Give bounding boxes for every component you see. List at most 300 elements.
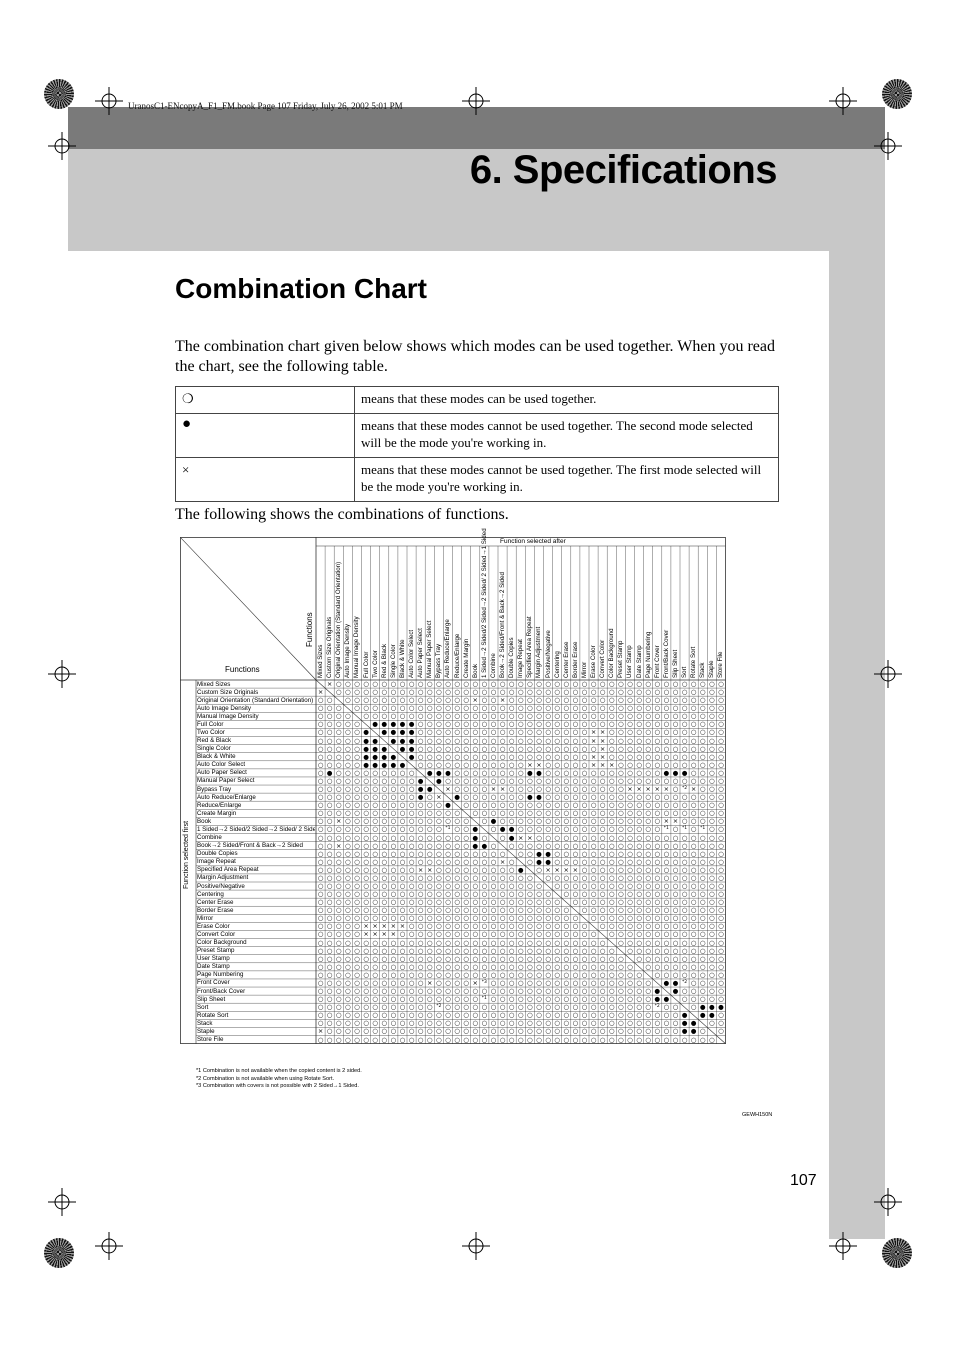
chart-cell: ○ xyxy=(463,680,469,688)
chart-cell: ○ xyxy=(554,1027,560,1036)
chart-cell: ○ xyxy=(536,817,542,826)
chart-cell: ○ xyxy=(563,849,570,858)
chart-cell: ○ xyxy=(709,752,715,761)
chart-cell: ○ xyxy=(390,906,397,915)
chart-cell: ○ xyxy=(599,882,606,890)
chart-cell: ○ xyxy=(527,841,533,850)
chart-cell: ○ xyxy=(354,922,360,931)
chart-cell: ○ xyxy=(627,704,633,713)
chart-cell: ○ xyxy=(608,922,615,931)
chart-cell: ○ xyxy=(345,785,351,794)
chart-cell: ○ xyxy=(326,696,333,705)
chart-cell: ○ xyxy=(663,801,670,810)
chart-cell: ○ xyxy=(663,914,670,923)
chart-cell: ○ xyxy=(663,1027,670,1036)
chart-cell: ○ xyxy=(454,696,460,705)
chart-cell: ○ xyxy=(499,914,506,923)
chart-cell: ○ xyxy=(508,704,515,713)
chart-cell: ○ xyxy=(326,720,333,729)
chart-cell: ● xyxy=(481,841,488,850)
chart-cell: ○ xyxy=(599,833,606,842)
chart-cell: × xyxy=(372,922,378,931)
column-label: Full Color xyxy=(362,651,370,678)
chart-cell: ○ xyxy=(399,1003,406,1012)
chart-cell: ○ xyxy=(326,736,333,745)
chart-cell: ○ xyxy=(554,962,560,971)
chart-cell: ○ xyxy=(463,696,469,705)
chart-cell: ○ xyxy=(536,776,542,785)
chart-cell: ○ xyxy=(317,1003,324,1012)
chart-cell: ○ xyxy=(645,736,651,745)
chart-cell: ○ xyxy=(572,785,579,794)
chart-cell: ○ xyxy=(345,890,351,899)
chart-cell: ○ xyxy=(636,841,642,850)
chart-cell: × xyxy=(590,752,597,761)
chart-cell: ○ xyxy=(554,841,560,850)
chart-cell: ○ xyxy=(317,978,324,987)
chart-cell: ○ xyxy=(326,954,333,963)
chart-cell: ○ xyxy=(317,873,324,882)
chart-cell: ○ xyxy=(590,809,597,818)
chart-cell: ○ xyxy=(317,704,324,713)
column-label: Date Stamp xyxy=(635,645,643,678)
chart-cell: ○ xyxy=(572,728,579,737)
chart-cell: ○ xyxy=(563,785,570,794)
chart-cell: ○ xyxy=(545,995,551,1004)
chart-cell: ○ xyxy=(599,890,606,899)
row-label: Custom Size Originals xyxy=(197,688,259,696)
chart-cell: ○ xyxy=(390,954,397,963)
chart-cell: ○ xyxy=(663,841,670,850)
chart-cell: ○ xyxy=(490,906,497,915)
chart-cell: ● xyxy=(399,760,406,769)
chart-cell: ○ xyxy=(572,1035,579,1044)
chart-cell: ○ xyxy=(508,922,515,931)
chart-cell: ○ xyxy=(472,946,479,955)
chart-cell: ○ xyxy=(472,809,479,818)
chart-cell: ○ xyxy=(554,833,560,842)
chart-cell: ○ xyxy=(417,914,424,923)
chart-cell: ● xyxy=(536,857,542,866)
chart-cell: ○ xyxy=(563,696,570,705)
chart-cell: ○ xyxy=(436,752,442,761)
row-label: Original Orientation (Standard Orientation) xyxy=(197,696,314,704)
chart-cell: ○ xyxy=(454,914,460,923)
chart-cell: ○ xyxy=(390,712,397,721)
chart-cell: ○ xyxy=(454,906,460,915)
chart-cell: ○ xyxy=(408,793,415,802)
chart-cell: ● xyxy=(508,833,515,842)
chart-cell: ○ xyxy=(545,898,551,907)
chart-cell: ○ xyxy=(454,776,460,785)
chart-cell: ○ xyxy=(481,680,488,688)
chart-cell: ○ xyxy=(417,833,424,842)
chart-cell: ○ xyxy=(608,841,615,850)
chart-cell: ○ xyxy=(372,825,378,834)
chart-cell: ○ xyxy=(326,841,333,850)
chart-cell: ○ xyxy=(608,785,615,794)
chart-cell: ○ xyxy=(381,882,388,890)
chart-cell: ○ xyxy=(426,970,433,979)
chart-cell: ○ xyxy=(508,938,515,947)
chart-cell: ○ xyxy=(426,841,433,850)
chart-cell: ○ xyxy=(426,930,433,939)
row-label: Convert Color xyxy=(197,930,236,938)
chart-cell: ○ xyxy=(709,849,715,858)
chart-cell: ○ xyxy=(690,987,697,996)
chart-cell: ● xyxy=(681,768,688,777)
chart-cell: ○ xyxy=(426,744,433,753)
chart-cell: ○ xyxy=(663,688,670,697)
chart-cell: ○ xyxy=(654,865,661,874)
chart-cell: ○ xyxy=(709,857,715,866)
chart-cell: ○ xyxy=(545,801,551,810)
chart-cell: ○ xyxy=(454,712,460,721)
chart-cell: ○ xyxy=(445,688,451,697)
chart-cell: ○ xyxy=(618,898,624,907)
chart-cell: ○ xyxy=(654,882,661,890)
chart-cell: ● xyxy=(545,857,551,866)
chart-cell: ○ xyxy=(718,938,724,947)
chart-cell: ○ xyxy=(627,938,633,947)
chart-cell: ○ xyxy=(536,938,542,947)
chart-cell: ○ xyxy=(399,906,406,915)
chart-cell: ○ xyxy=(508,898,515,907)
chart-cell: ○ xyxy=(599,906,606,915)
chart-cell: ● xyxy=(663,978,670,987)
chart-cell: ○ xyxy=(709,712,715,721)
chart-cell: ● xyxy=(426,768,433,777)
chart-cell: ○ xyxy=(672,1027,679,1036)
chart-cell: ○ xyxy=(417,898,424,907)
chart-cell: ○ xyxy=(517,785,524,794)
chart-cell: ○ xyxy=(399,809,406,818)
chart-cell: ○ xyxy=(627,865,633,874)
row-label: Color Background xyxy=(197,939,247,947)
chart-cell: ○ xyxy=(654,801,661,810)
chart-cell: ○ xyxy=(627,1035,633,1044)
chart-cell: ○ xyxy=(672,938,679,947)
chart-cell: ○ xyxy=(399,696,406,705)
chart-cell: ● xyxy=(490,817,497,826)
chart-cell: ○ xyxy=(681,793,688,802)
chart-cell: ○ xyxy=(645,744,651,753)
chart-cell: ○ xyxy=(426,849,433,858)
chart-cell: ○ xyxy=(472,865,479,874)
chart-cell: ○ xyxy=(572,898,579,907)
chart-cell: ○ xyxy=(381,946,388,955)
chart-cell: ○ xyxy=(390,785,397,794)
chart-cell: ○ xyxy=(317,987,324,996)
chart-cell: ○ xyxy=(690,962,697,971)
chart-cell: ○ xyxy=(363,704,369,713)
chart-cell: ○ xyxy=(690,712,697,721)
chart-cell: ○ xyxy=(608,696,615,705)
chart-cell: ○ xyxy=(335,938,342,947)
row-label: Store File xyxy=(197,1036,224,1044)
chart-cell: ○ xyxy=(536,1003,542,1012)
chart-cell: ○ xyxy=(636,890,642,899)
chart-cell: ○ xyxy=(645,752,651,761)
chart-cell: ○ xyxy=(581,1003,588,1012)
column-label: Slip Sheet xyxy=(671,649,679,678)
chart-cell: ○ xyxy=(436,736,442,745)
chart-cell: ○ xyxy=(536,825,542,834)
chart-cell: ● xyxy=(709,1011,715,1020)
chart-cell: ○ xyxy=(372,1011,378,1020)
chart-cell: ○ xyxy=(317,760,324,769)
chart-cell: ○ xyxy=(627,882,633,890)
chart-cell: ● xyxy=(663,995,670,1004)
chart-cell: ○ xyxy=(672,680,679,688)
chart-cell: × xyxy=(427,978,433,987)
chart-cell: ○ xyxy=(508,728,515,737)
chart-cell: × xyxy=(627,785,633,794)
chart-cell: ○ xyxy=(436,938,442,947)
chart-cell: ○ xyxy=(399,841,406,850)
chart-cell: ○ xyxy=(572,922,579,931)
chart-cell: ○ xyxy=(690,946,697,955)
chart-cell: ○ xyxy=(454,768,460,777)
chart-cell: ○ xyxy=(481,857,488,866)
chart-cell: ○ xyxy=(326,1011,333,1020)
chart-cell: ● xyxy=(663,768,670,777)
combination-chart xyxy=(180,528,774,1061)
chart-cell: ○ xyxy=(399,704,406,713)
chart-cell: ○ xyxy=(354,825,360,834)
chart-cell: ○ xyxy=(618,801,624,810)
chart-cell: ○ xyxy=(517,1019,524,1028)
chart-cell: ○ xyxy=(481,938,488,947)
chart-cell: ○ xyxy=(627,987,633,996)
chart-cell: ○ xyxy=(372,849,378,858)
chart-cell: ○ xyxy=(554,970,560,979)
chart-cell: ○ xyxy=(618,849,624,858)
chart-cell: ○ xyxy=(699,882,706,890)
chart-cell: ○ xyxy=(390,680,397,688)
chart-cell: ○ xyxy=(363,1035,369,1044)
chart-cell: ○ xyxy=(499,978,506,987)
chart-cell: ○ xyxy=(481,696,488,705)
chart-cell: ○ xyxy=(545,809,551,818)
chart-cell: ○ xyxy=(481,898,488,907)
chart-cell: ○ xyxy=(381,857,388,866)
chart-cell: ○ xyxy=(381,938,388,947)
chart-cell: ○ xyxy=(454,728,460,737)
chart-cell: ○ xyxy=(636,744,642,753)
chart-cell: ○ xyxy=(563,962,570,971)
chart-cell: ○ xyxy=(354,736,360,745)
row-label: Slip Sheet xyxy=(197,995,226,1003)
chart-cell: ○ xyxy=(363,1019,369,1028)
chart-cell: ○ xyxy=(563,817,570,826)
column-label: Specified Area Repeat xyxy=(526,616,534,678)
chart-cell: ○ xyxy=(718,1019,724,1028)
chart-cell: ○ xyxy=(690,688,697,697)
chart-cell: ○ xyxy=(654,736,661,745)
chart-cell: ○ xyxy=(372,962,378,971)
chart-cell: ○ xyxy=(599,688,606,697)
chart-cell: ○ xyxy=(472,995,479,1004)
chart-cell: ○ xyxy=(345,841,351,850)
chart-cell: ○ xyxy=(472,785,479,794)
chart-cell: ○ xyxy=(581,728,588,737)
chart-cell: ○ xyxy=(654,809,661,818)
chart-cell: ○ xyxy=(399,1027,406,1036)
chart-cell: ○ xyxy=(590,785,597,794)
chart-cell: ○ xyxy=(599,1019,606,1028)
chart-cell: ○ xyxy=(672,809,679,818)
chart-cell: ○ xyxy=(563,801,570,810)
chart-cell: ○ xyxy=(445,809,451,818)
chart-cell: ○ xyxy=(408,890,415,899)
chart-cell: ○ xyxy=(463,1027,469,1036)
chart-cell: ○ xyxy=(627,995,633,1004)
column-label: Front Cover xyxy=(653,645,661,678)
chart-cell: ○ xyxy=(508,1011,515,1020)
chart-cell: ○ xyxy=(463,720,469,729)
chart-cell: ○ xyxy=(718,704,724,713)
row-label: 1 Sided→2 Sided/2 Sided→2 Sided/ 2 Side xyxy=(197,825,315,833)
chart-cell: ○ xyxy=(445,946,451,955)
chart-cell: ○ xyxy=(381,833,388,842)
chart-cell: ○ xyxy=(499,1003,506,1012)
chart-cell: ○ xyxy=(627,873,633,882)
chart-cell: ● xyxy=(508,825,515,834)
chart-cell: ○ xyxy=(436,922,442,931)
chart-cell: ○ xyxy=(599,857,606,866)
chart-cell: ○ xyxy=(317,938,324,947)
column-label: Create Margin xyxy=(462,638,470,678)
row-label: Black & White xyxy=(197,753,236,761)
chart-cell: ○ xyxy=(436,760,442,769)
chart-cell: ○ xyxy=(527,809,533,818)
chart-cell: ○ xyxy=(335,680,342,688)
chart-cell: ○ xyxy=(335,849,342,858)
chart-cell: ○ xyxy=(454,1011,460,1020)
chart-cell: ○ xyxy=(499,680,506,688)
chart-cell: ○ xyxy=(699,922,706,931)
chart-cell: ○ xyxy=(445,930,451,939)
chart-cell: ○ xyxy=(663,833,670,842)
chart-cell: ○ xyxy=(709,914,715,923)
chart-cell: ○ xyxy=(718,736,724,745)
chart-cell: ○ xyxy=(608,914,615,923)
chart-cell: ○ xyxy=(699,946,706,955)
chart-cell: ○ xyxy=(563,978,570,987)
chart-cell: ○ xyxy=(499,1011,506,1020)
chart-cell: ○ xyxy=(608,970,615,979)
chart-cell: ○ xyxy=(426,801,433,810)
chart-cell: ○ xyxy=(426,962,433,971)
chart-cell: ○ xyxy=(381,865,388,874)
chart-cell: ○ xyxy=(335,776,342,785)
chart-cell: ○ xyxy=(563,680,570,688)
chart-cell: ○ xyxy=(599,680,606,688)
chart-cell: ○ xyxy=(390,978,397,987)
row-label: Two Color xyxy=(197,728,225,736)
chart-cell: ○ xyxy=(508,712,515,721)
chart-cell: ○ xyxy=(390,1011,397,1020)
chart-cell: ○ xyxy=(709,922,715,931)
chart-cell: ○ xyxy=(572,849,579,858)
chart-cell: ○ xyxy=(709,1035,715,1044)
chart-cell: ○ xyxy=(481,962,488,971)
chart-cell: ○ xyxy=(326,970,333,979)
chart-cell: ○ xyxy=(718,809,724,818)
chart-cell: ○ xyxy=(690,914,697,923)
chart-cell: ○ xyxy=(554,744,560,753)
chart-cell: ○ xyxy=(408,1003,415,1012)
chart-cell: ○ xyxy=(545,825,551,834)
chart-cell: ○ xyxy=(527,995,533,1004)
chart-cell: ○ xyxy=(554,776,560,785)
chart-cell: ○ xyxy=(381,809,388,818)
chart-cell: ○ xyxy=(326,752,333,761)
chart-cell: ○ xyxy=(381,1011,388,1020)
chart-cell: ○ xyxy=(709,946,715,955)
chart-cell: ○ xyxy=(499,873,506,882)
chart-cell: ○ xyxy=(572,793,579,802)
chart-cell: ○ xyxy=(335,1027,342,1036)
chart-cell: ○ xyxy=(354,785,360,794)
chart-cell: ○ xyxy=(508,995,515,1004)
chart-cell: ○ xyxy=(590,688,597,697)
chart-cell: ○ xyxy=(381,978,388,987)
chart-cell: ○ xyxy=(627,898,633,907)
chart-cell: ○ xyxy=(481,793,488,802)
chart-cell: ○ xyxy=(699,688,706,697)
page-number: 107 xyxy=(790,1172,817,1189)
chart-cell: ○ xyxy=(627,817,633,826)
chart-cell: ○ xyxy=(618,906,624,915)
chart-cell: ● xyxy=(417,776,424,785)
chart-cell: ○ xyxy=(417,938,424,947)
chart-cell: ○ xyxy=(618,841,624,850)
chart-cell: ○ xyxy=(590,890,597,899)
chart-cell: ○ xyxy=(345,882,351,890)
chart-cell: ○ xyxy=(608,1019,615,1028)
chart-cell: ○ xyxy=(672,696,679,705)
chart-cell: ○ xyxy=(654,752,661,761)
chart-cell: ○ xyxy=(445,1003,451,1012)
chart-cell: ○ xyxy=(317,712,324,721)
chart-cell: ○ xyxy=(718,995,724,1004)
chart-cell: ○ xyxy=(326,873,333,882)
chart-cell: ○ xyxy=(381,970,388,979)
chart-cell: ○ xyxy=(436,978,442,987)
chart-cell: ○ xyxy=(490,809,497,818)
chart-cell: ○ xyxy=(563,712,570,721)
chart-cell: ○ xyxy=(472,1027,479,1036)
chart-cell: ○ xyxy=(335,882,342,890)
chart-cell: ○ xyxy=(517,914,524,923)
chart-cell: ○ xyxy=(699,995,706,1004)
chart-cell: ○ xyxy=(317,720,324,729)
chart-cell: ○ xyxy=(545,954,551,963)
chart-cell: ○ xyxy=(399,938,406,947)
chart-cell: ○ xyxy=(472,712,479,721)
chart-cell: ○ xyxy=(645,906,651,915)
chart-cell: ○ xyxy=(681,744,688,753)
chart-cell: ○ xyxy=(335,1019,342,1028)
column-label: Auto Image Density xyxy=(344,624,352,678)
chart-cell: ○ xyxy=(599,978,606,987)
chart-cell: ○ xyxy=(490,995,497,1004)
chart-cell: ○ xyxy=(718,768,724,777)
chart-cell: ○ xyxy=(618,987,624,996)
chart-cell: ○ xyxy=(399,978,406,987)
